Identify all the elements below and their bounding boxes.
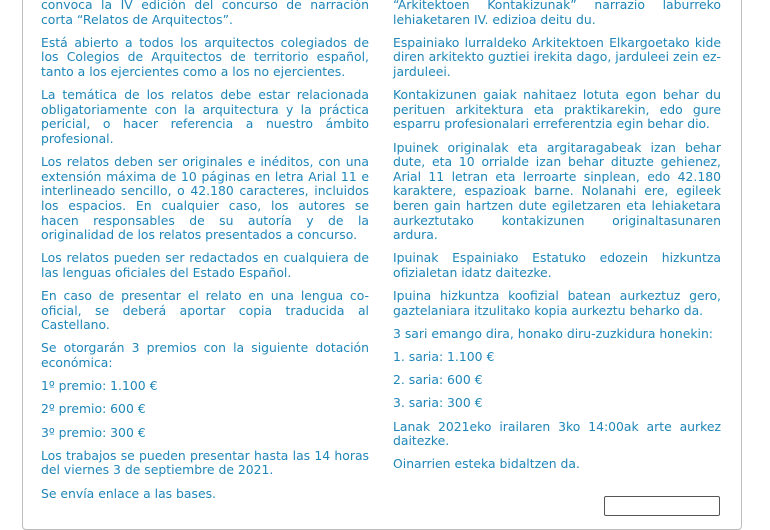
es-deadline-paragraph: Los trabajos se pueden presentar hasta las 14 horas del viernes 3 de septiembre de 2021. xyxy=(41,447,369,478)
basque-column xyxy=(393,0,721,481)
es-link-paragraph: Se envía enlace a las bases. xyxy=(41,485,216,501)
eu-deadline-paragraph: Lanak 2021eko irailaren 3ko 14:00ak arte aurkez daitezke. xyxy=(393,418,721,449)
eu-translation-paragraph: Ipuina hizkuntza koofizial batean aurkeztuz gero, gaztelaniara itzulitako kopia aurkeztu beharko da. xyxy=(393,288,721,318)
es-prize-2: 2º premio: 600 € xyxy=(41,401,146,417)
es-format-paragraph: Los relatos deben ser originales e inéditos, con una extensión máxima de 10 páginas en letra Arial 11 e interlineado sencillo, o 42.180 caracteres, incluidos los espacios. En cualquier caso, los autores se hacen responsables de su autoría y de la originalidad de los relatos presentados a concurso. xyxy=(41,154,369,243)
es-prize-1: 1º premio: 1.100 € xyxy=(41,378,158,394)
es-prizes-paragraph: Se otorgarán 3 premios con la siguiente dotación económica: xyxy=(41,340,369,371)
eu-link-paragraph: Oinarrien esteka bidaltzen da. xyxy=(393,456,580,472)
partial-button[interactable] xyxy=(604,496,720,516)
eu-prize-3: 3. saria: 300 € xyxy=(393,395,483,411)
spanish-column xyxy=(41,0,369,510)
eu-intro-paragraph: “Arkitektoen Kontakizunak” narrazio laburreko lehiaketaren IV. edizioa deitu du. xyxy=(393,0,721,27)
es-eligibility-paragraph: Está abierto a todos los arquitectos colegiados de los Colegios de Arquitectos de territorio español, tanto a los ejercientes como a los no ejercientes. xyxy=(41,34,369,79)
es-translation-paragraph: En caso de presentar el relato en una lengua co-oficial, se deberá aportar copia traducida al Castellano. xyxy=(41,288,369,333)
eu-language-paragraph: Ipuinak Espainiako Estatuko edozein hizkuntza ofizialetan idatz daitezke. xyxy=(393,250,721,280)
eu-theme-paragraph: Kontakizunen gaiak nahitaez lotuta egon behar du perituen arkitektura eta praktikarekin, edo gure esparru profesionalari erreferentzia egin behar dio. xyxy=(393,87,721,132)
eu-eligibility-paragraph: Espainiako lurraldeko Arkitektoen Elkargoetako kide diren arkitekto guztiei irekita dago, jarduleei zein ez-jarduleei. xyxy=(393,34,721,79)
es-intro-paragraph: convoca la IV edición del concurso de narración corta “Relatos de Arquitectos”. xyxy=(41,0,369,27)
eu-format-paragraph: Ipuinek originalak eta argitaragabeak izan behar dute, eta 10 orrialde izan behar dituzte gehienez, Arial 11 letran eta lerroarte sinplean, edo 42.180 karaktere, espazioak barne. Nolanahi ere, egileek beren gain hartzen dute egiletzaren eta lehiaketara aurkeztutako kontakizunen originaltasunaren ardura. xyxy=(393,139,721,243)
es-prize-3: 3º premio: 300 € xyxy=(41,424,146,440)
es-language-paragraph: Los relatos pueden ser redactados en cualquiera de las lenguas oficiales del Estado Español. xyxy=(41,250,369,280)
eu-prize-2: 2. saria: 600 € xyxy=(393,372,483,388)
eu-prize-1: 1. saria: 1.100 € xyxy=(393,349,495,365)
es-theme-paragraph: La temática de los relatos debe estar relacionada obligatoriamente con la arquitectura y la práctica pericial, o hacer referencia a nuestro ámbito profesional. xyxy=(41,87,369,146)
eu-prizes-paragraph: 3 sari emango dira, honako diru-zuzkidura honekin: xyxy=(393,325,713,341)
